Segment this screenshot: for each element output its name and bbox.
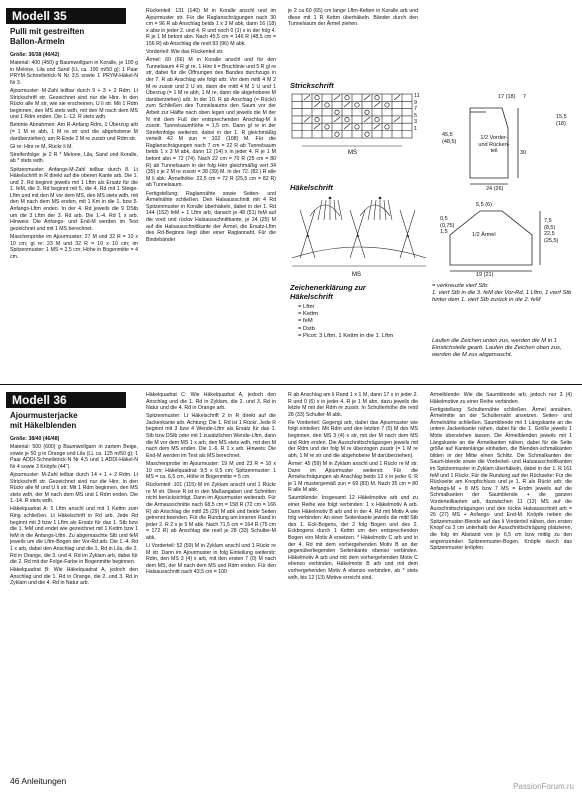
- row-number: 3: [414, 119, 418, 125]
- section-divider: [0, 384, 582, 385]
- row-number: 1: [414, 125, 418, 132]
- model-36-column-4: [430, 392, 572, 770]
- text-paragraph: Häkelquadrat A: 5 Lftm anschl und mit 1 Kettm zum Ring schließen. Lt Häkelschrift in Rd arb. Jede Rd beginnt mit 3 bzw 1 Lftm als Ersatz für das 1. Stb bzw die 1. feM und endet wie gezeichnet mit 1 Kettm bzw 1 feM in die Anfangs-Lftm. Zu abgemaschte Stb und feM jeweils um die Lftm-Bogen der Vor-Rd arb. Die 1.-4. Rd 1 x arb, dabei den Anschlag und die 1. Rd in Lila, die 2. Rd in Orange, die 3. und 4. Rd im Zyklam arb, dabei für die 2. Rd mit der Folge-Farbe in Bogenmitte beginnen.: [10, 506, 138, 566]
- text-paragraph: Häkelquadrat C: Wie Häkelquadrat A, jedoch den Anschlag und die 1. Rd in Zyklam, die 2. und 3. Rd in Natur und die 4. Rd in Orange arb.: [146, 392, 276, 412]
- schematic-1-label: 1/2 Vorder- und Rücken-teil: [478, 135, 510, 154]
- dim-value: 19: [476, 272, 483, 278]
- model-35-title-line2: Ballon-Ärmeln: [10, 36, 65, 46]
- row-number: 11: [414, 93, 420, 99]
- legend-right: [432, 283, 572, 305]
- sleeve-schematic: [440, 205, 574, 285]
- dim-value: 0,5: [440, 216, 448, 222]
- chart-ms-label: MS: [348, 150, 357, 156]
- dim-value: (48,5): [442, 138, 457, 145]
- dim-value: 15,5: [556, 114, 567, 120]
- model-36-column-3: [288, 392, 418, 770]
- text-paragraph: Häkelquadrat B: Wie Häkelquadrat A, jedoch den Anschlag und die 1. Rd in Orange, die 2. und 3. Rd in Zyklam und die 4. Rd in Natur arb.: [10, 567, 138, 587]
- text-paragraph: Ärmel: 45 (59) M in Zyklam anschl und 1 Rückr re M str. Dann im Ajourmuster weiterstr. Für die Ärmelschrägungen ab Anschlag beids 12 x in jeder 6. R je 1 M mustergemäß zun = 69 (83) M. Nach 35 cm = 80 R alle M abk.: [288, 460, 418, 494]
- dim-value: 22,5: [544, 231, 555, 237]
- schematic-2-top: [476, 202, 492, 209]
- haekelschrift-label: Häkelschrift: [290, 183, 333, 192]
- text-paragraph: Vorderteil: Wie das Rückenteil str.: [146, 49, 224, 56]
- legend-item: = verkreuzte vierf Stb:: [432, 283, 489, 289]
- schematic-2-bottom: [476, 272, 493, 279]
- dim-value: 1,5: [440, 229, 448, 235]
- legend-item: = Kettm: [298, 311, 319, 318]
- page-footer: 46 Anleitungen: [10, 776, 67, 786]
- text-paragraph: Spitzenmuster: Anfangs-M-Zahl teilbar durch 8. Lt Häkelschrift in R direkt auf die oberen Kante arb. Die 1. und 2. Rd beginnt jeweils mit 1 Lftm als Ersatz für die 1. feM, die 3. Rd beginnt mit 5, die 4. Rd mit 1 Steige-Lftm und mit den M vor dem MS, den MS stets wdh, mit den M nach dem MS enden, mit 1 Km in die 1. bzw 5. Anfangs-Lftm enden. In der 4. Rd jeweils die 9 DStb um die 3 Lftm der 3. Rd arb. Die 1.-4. Rd 1 x arb. Hinweis: Die Anfangs- und End-M werden im Text gezeichnet und mit 1 MS berechnet.: [10, 166, 138, 232]
- text-paragraph: Li Vorderteil: 52 (59) M in Zyklam anschl und 1 Rückr re M str. Dann im Ajourmuster in folg Einteilung weiterstr: Rdm, den MS 3 (4) x arb, mit den ersten 7 (0) M nach dem MS, der M nach dem MS und Rdm enden. Für den Halsausschnitt nach 43,5 cm = 100: [146, 543, 276, 576]
- row-number: 9: [414, 99, 418, 106]
- text-paragraph: Gl re: Hinr re M, Rückr li M.: [10, 143, 73, 150]
- dim-value: (0,75): [440, 222, 455, 229]
- dim-value: (18): [556, 120, 566, 127]
- text-paragraph: Fertigstellung: Schulternähte schließen. Ärmel annähen, Ärmelmitte an der Schulternaht ansetzen. Seiten- und Ärmelnähte schließen. Saumblende mit 1 Längskante an die untere Jackenkante nähen, dabei für die 1. Größe jeweils 1 Motiv überstehen lassen. Die Ärmelblenden jeweils mit 1 Längskante an die Ärmelkanten nähen, dabei für die Seite größe auf Kantenlänge einhalten, die Blenden-schmalkanten bilden in der Mitte einen Schlitz. Die Schmalkanten der Saum-blende sowie die Vorderteil- und Halsausschnittkanten im Spitzenmuster in Zyklam überhäkeln, dabei in der 1. R 161 feM und 1 Rückr. Für die Rundung auf der Rückseite: Für die Rückseite am Knopfschluss und je 1. R als Rückr arb; die Anfangs-M + 8 MS bzw 7 MS = Endm jeweils auf die Schmalkanten der Saumblende + die ganzen Vorderteilkanten arb, dazwischen 11 (12) MS auf die Ausschnittschrägungen und den rückw Halsausschnitt arb = 26 (27) MS + Anfangs- und End-M. Knöpfe neben die Spitzenmuster-Blende auf das li Vorderteil nähen, den ersten Knopf ca 3 cm unterhalb der Ausschnittschrägung platzieren, die folg im Abstand von je 6,5 cm bzw mittig zu den angrenzenden Spitzenmuster-Bogen. Knöpfe durch das Spitzenmuster knöpfen.: [430, 406, 572, 552]
- chart-note: Laufen die Zeichen unten zus, werden die M in 1 Einstichstelle gearb. Laufen die Zeichen oben zus, werden die M zus abgemascht.: [432, 338, 562, 359]
- text-paragraph: Streifenfolge: je 2 R * Melone, Lila, Sand und Koralle, ab * stets wdh.: [10, 151, 138, 165]
- schematic-2-left: [440, 216, 454, 236]
- model-36-column-2: [146, 392, 276, 770]
- dim-value: 45,5: [442, 132, 453, 138]
- model-36-header: Modell 36: [6, 392, 126, 408]
- legend-item: 1. vierf Stb in die 3. feM der Vor-Rd, 1 Lftm, 1 vierf Stb hinter dem 1. vierf Stb zurück in die 2. feM: [432, 290, 572, 304]
- legend-list: [298, 304, 398, 340]
- model-35-column-2: [146, 8, 276, 382]
- text-paragraph: Material: 400 (450) g Baumwollgarn in Koralle, je 100 g in Melone, Lila und Sand (LL ca. 100 m/50 g); 1 Paar PRYM-Schnellstrick-N Nr 3,5 sowie 1 PRYM-Häkel-N Nr 3.: [10, 60, 138, 86]
- dim-value: 7: [522, 94, 527, 100]
- dim-value: 7,5: [544, 218, 552, 224]
- schematic-1-bottom: 24 (26): [486, 186, 504, 192]
- model-36-column-1: [10, 436, 138, 770]
- haekelschrift-chart: [290, 196, 430, 278]
- model-36-title: [10, 411, 130, 430]
- schematic-1-right: [556, 114, 567, 127]
- dim-value: (25,5): [544, 237, 559, 244]
- text-paragraph: Fertigstellung: Raglannähte sowie Seiten- und Ärmelnähte schließen. Den Halsausschnitt mit 4 Rd Spitzenmuster in Koralle überhäkeln, dabei in der 1. Rd 144 (152) feM + 1 Lftm arb, danach je 48 (51) feM auf die vord und rückw Halsausschnittkante, je 24 (25) M auf die Halsausschnittkante der Ärmel, die Ersatz-Lftm des Rd-Beginns liegt über einer Raglannaht. Für die Bindebänder: [146, 190, 276, 243]
- legend-title: Zeichenerklärung zur Häkelschrift: [290, 283, 366, 301]
- text-paragraph: Betonte Abnahmen: Am R-Anfang Rdm, 1 Überzug arb (= 1 M re abh, 1 M re str und die abgehobene M darüberziehen); am R-Ende 2 M re zusstr und Rdm str.: [10, 122, 138, 142]
- schematic-1-left: [442, 132, 456, 145]
- text-paragraph: Re Vorderteil: Gegengl arb, dabei das Ajourmuster wie folgt einteilen: Mit Rdm und den letzten 7 (0) M des MS beginnen, den MS 3 (4) x str, mit der M nach dem MS und Rdm enden. Die Ausschnittschrägungen jeweils mit der Rdm und der folg M re überzogen zusstr (= 1 M re abh, 1 M re str und die abgehobene M darüberziehen).: [288, 419, 418, 459]
- text-paragraph: Größe: 36/38 (40/42): [10, 52, 60, 58]
- model-36-title-line2: mit Häkelblenden: [10, 420, 77, 430]
- model-35-title-line1: Pulli mit gestreiften: [10, 27, 85, 36]
- dim-value: (18): [505, 94, 516, 100]
- schematic-2-right: [544, 218, 558, 244]
- model-35-header: Modell 35: [6, 8, 126, 24]
- text-paragraph: R ab Anschlag am li Rand 1 x 1 M, dann 17 x in jeder 2. R und 0 (6) x in jeder 4. R je 1 M abn, dazu jeweils die letzte M mit der Rdm re zusstr. In Schulterhöhe die restl 28 (33) Schulter-M abk.: [288, 392, 418, 418]
- model-35-title: [10, 27, 130, 46]
- text-paragraph: je 2 ca 60 (65) cm lange Lftm-Ketten in Koralle arb und diese mit 1 R Kettm überhäkeln. Bänder durch den Tunnelsaum der Ärmel ziehen.: [288, 8, 418, 28]
- text-paragraph: Saumblende: Insgesamt 12 Häkelmotive arb und zu einer Reihe wie folgt verbinden: 1 x Häkelmotiv A arb. Dann Häkelmotiv B arb und in der 4. Rd mit Motiv A wie folg verbinden: An einer Seitenkante jeweils die mittl Stb des 1. Eck-Bogens, der 2 folg Bogen und des 2. Eckbogens durch 1 Kettm um den entsprechenden Bogen von Motiv A ersetzen. * Häkelmotiv C arb und in der 4. Rd mit dem vorhergehenden Motiv B an der gegenüberliegenden Seitenkante ebenso verbinden. Häkelmotiv A arb und mit dem vorhergehenden Motiv C ebenso verbinden, Häkelmotiv B arb und mit dem vorhergehenden Motiv A ebenso verbinden, ab * stets wdh, bis 12 (13) Motive erreicht sind.: [288, 495, 418, 581]
- text-paragraph: Maschenprobe im Ajourmuster: 27 M und 32 R = 10 x 10 cm; gl re: 23 M und 32 R = 10 x 10 cm; im Spitzenmuster: 1 MS = 2,5 cm; Höhe in Bogenmitte = 4 cm.: [10, 233, 138, 260]
- model-35-column-1: [10, 52, 138, 382]
- text-paragraph: Rückenteil: 101 (115) M im Zyklam anschl und 1 Rückr re M str. Diese R ist in den Maßangaben und Schnitten nicht berücksichtigt. Dann im Ajourmuster weiterarb. Für die Armausschnitte nach 68,5 cm = 158 R (72 cm = 166 R) ab Anschlag die mittl 25 (29) M abk und beide Seiten getrennt beenden. Für die Rundung am inneren Rand in jeder 2. R 2 x je 5 M abk. Nach 71,5 cm = 164 R (75 cm = 172 R) ab Anschlag die restl je 28 (33) Schulter-M abk.: [146, 482, 276, 541]
- chart-row-numbers: [414, 93, 428, 132]
- row-number: 7: [414, 106, 418, 112]
- watermark: PassionForum.ru: [513, 782, 574, 791]
- legend-item: = Picot: 3 Lftm, 1 Kettm in die 1. Lftm: [298, 332, 394, 339]
- strickschrift-label: Strickschrift: [290, 81, 334, 90]
- legend-item: = Lftm: [298, 304, 315, 310]
- row-number: 5: [414, 112, 418, 119]
- legend-item: = Dstb: [298, 325, 315, 332]
- text-paragraph: Spitzenmuster: Lt Häkelschrift 2 in R direkt auf die Jackenkante arb. Achtung: Die 1. Rd ist 1 Rückr. Jede R beginnt mit 3 bzw 4 Wende-Lftm als Ersatz für das 1. Stb bzw DStb oder mit 1 zusätzlichen Wende-Lftm, dann die M vor dem MS 1 x arb, den MS stets wdh, mit den M nach dem MS enden. Die 1.-6. R 1 x arb. Hinweis: Die End-M werden im Text als MS berechnet.: [146, 413, 276, 459]
- text-paragraph: Größe: 38/40 (46/48): [10, 436, 60, 442]
- schematic-1-top: [498, 94, 526, 101]
- dim-value: (21): [483, 272, 494, 278]
- text-paragraph: Ajourmuster: M-Zahl teilbar durch 14 + 1 + 2 Rdm. Lt Strickschrift str. Gezeichnet sind nur die Hinr. In den Rückr alle M und U li str. Mit 1 Rdm beginnen, den MS stets wdh, der M nach dem MS und 1 Rdm enden. Die 1.-14. R stets wdh.: [10, 471, 138, 505]
- model-35-column-3: [288, 8, 418, 42]
- model-36-title-line1: Ajourmusterjacke: [10, 411, 78, 420]
- dim-value: 17: [498, 94, 505, 100]
- dim-value: 5,5: [476, 202, 484, 208]
- text-paragraph: Material: 500 (600) g Baumwollgarn in zartem Beige, sowie je 50 g in Orange und Lila (LL ca. 125 m/50 g); 1 Paar ADDI-Schnellstrick-N Nr 4,5 und 1 ADDI-Häkel-N Nr 4 sowie 3 Knöpfe (44").: [10, 444, 138, 470]
- text-paragraph: Ajourmuster: M-Zahl teilbar durch 9 + 3 + 2 Rdm. Lt Strickschrift str. Gezeichnet sind nur die Hinr. In den Rückr alle M str, wie sie erscheinen, U li str. Mit 1 Rdm beginnen, den MS stets wdh, mit den M nach dem MS und 1 Rdm enden. Die 1.-12. R stets wdh.: [10, 87, 138, 121]
- dim-value: (6): [485, 202, 492, 208]
- schematic-2-label: 1/2 Ärmel: [472, 232, 496, 238]
- text-paragraph: Ärmelblende: Wie die Saumblende arb, jedoch nur 3 (4) Häkelmotive zu einer Reihe verbinden.: [430, 392, 572, 405]
- schematic-1-30: 30: [520, 150, 527, 156]
- text-paragraph: Rückenteil: 131 (140) M in Koralle anschl und im Ajourmuster str. Für die Raglanschrägungen nach 30 cm = 96 R ab Anschlag beids 1 x 3 M abk, dann 16 (18) x abw in jeder 2. und 4. R und noch 0 (1) x in der folg 4. R je 1 M betont abn. Nach 45,5 cm = 146 R (48,5 cm = 156 R) ab Anschlag die restl 93 (96) M abk.: [146, 8, 276, 47]
- dim-value: (8,5): [544, 224, 556, 231]
- haekel-ms-label: MS: [352, 272, 361, 278]
- text-paragraph: Ärmel: 60 (66) M in Koralle anschl und für den Tunnelsaum 4 R gl re, 1 Hinr li = Bruchlinie und 5 R gl re str, dabei für die Öffnungen des Bandes durchzugs in der 7. R ab Anschlag wie folgt arb: Vor dem mittl 4 M 2 M re zusstr und 2 U str, dann die mittl 4 M 1 U und 1 Überzug (= 1 M re abh, 1 M re, dann die abgehobene M darüberziehen) arb. In der 10. R ab Anschlag (= Rückr) zum Schließen des Tunnelsaums den Saum vor der Arbeit zur Hälfte nach oben legen und jeweils die M der N mit dem Fuß der entsprechenden Anschlag-M li zusstr. Tunnelsaumhöhe = 1,5 cm. Dann gl re in der Streifenfolge weiterstr, dabei in der 1. R gleichmäßig verteilt 42 M zun = 102 (108) M. Für die Raglanschrägungen nach 7 cm = 22 R ab Tunnelsaum beids 1 x 3 M abk, dann 12 (14) x in jeder 4. R je 1 M betont abn = 72 (74). Nach 22 cm = 70 R (25 cm = 80 R) ab Tunnelsaum in der folg Hinr gleichmäßig vert 34 (35) x je 2 M re zusstr = 38 (39) M. In der 72. (82.) R alle M li abk. Ärmelhöhe: 22,5 cm = 72 R (25,5 cm = 82 R) ab Tunnelsaum.: [146, 57, 276, 189]
- text-paragraph: Maschenprobe im Ajourmuster: 19 M und 23 R = 10 x 10 cm; Häkelquadrat: 9,5 x 9,5 cm; Spitzenmuster: 1 MS = ca. 6,5 cm, Höhe in Bogenmitte = 5 cm.: [146, 460, 276, 481]
- legend-item: = feM: [298, 318, 313, 325]
- strickschrift-chart: [290, 92, 430, 160]
